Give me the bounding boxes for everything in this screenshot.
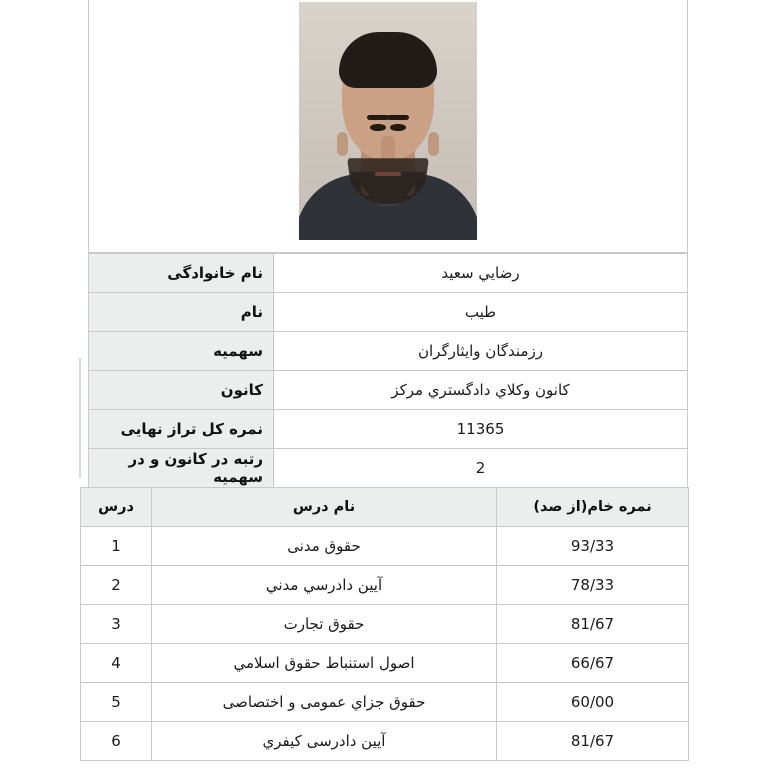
info-value-total-score: 11365 bbox=[274, 410, 688, 449]
table-row bbox=[89, 254, 688, 293]
scores-header-name: نام درس bbox=[152, 488, 497, 527]
table-row bbox=[89, 293, 688, 332]
table-row bbox=[81, 605, 689, 644]
table-row bbox=[89, 371, 688, 410]
info-value-first-name: طیب bbox=[274, 293, 688, 332]
scores-header-score: نمره خام(از صد) bbox=[497, 488, 689, 527]
info-value-family-name: رضايي سعيد bbox=[274, 254, 688, 293]
photo-frame bbox=[299, 2, 477, 240]
portrait-ear-left bbox=[337, 132, 348, 156]
table-row bbox=[89, 449, 688, 488]
info-label-first-name: نام bbox=[89, 293, 274, 332]
info-label-family-name: نام خانوادگی bbox=[89, 254, 274, 293]
portrait-ear-right bbox=[428, 132, 439, 156]
table-row bbox=[81, 683, 689, 722]
info-label-quota: سهمیه bbox=[89, 332, 274, 371]
portrait-mouth bbox=[375, 172, 401, 176]
row-number: 2 bbox=[81, 566, 152, 605]
table-row bbox=[89, 410, 688, 449]
portrait-eye-right bbox=[390, 124, 406, 131]
course-name: آیین دادرسي مدني bbox=[152, 566, 497, 605]
scores-header-row-number: درس bbox=[81, 488, 152, 527]
scores-header-row bbox=[81, 488, 689, 527]
table-row bbox=[89, 332, 688, 371]
row-number: 3 bbox=[81, 605, 152, 644]
info-label-total-score: نمره کل تراز نهایی bbox=[89, 410, 274, 449]
row-number: 4 bbox=[81, 644, 152, 683]
personal-info-table bbox=[88, 253, 688, 488]
portrait-nose bbox=[381, 136, 395, 162]
photo-row bbox=[88, 0, 688, 253]
table-row bbox=[81, 644, 689, 683]
portrait-brow-left bbox=[367, 115, 389, 120]
info-label-bar-association: کانون bbox=[89, 371, 274, 410]
row-number: 6 bbox=[81, 722, 152, 761]
row-number: 5 bbox=[81, 683, 152, 722]
course-name: آیین دادرسی کیفري bbox=[152, 722, 497, 761]
score-value: 81/67 bbox=[497, 722, 689, 761]
score-value: 81/67 bbox=[497, 605, 689, 644]
portrait-eye-left bbox=[370, 124, 386, 131]
portrait-image bbox=[299, 2, 477, 240]
course-name: حقوق جزاي عمومی و اختصاصی bbox=[152, 683, 497, 722]
info-value-quota: رزمندگان وایثارگران bbox=[274, 332, 688, 371]
row-number: 1 bbox=[81, 527, 152, 566]
scores-table bbox=[80, 487, 689, 761]
course-name: اصول استنباط حقوق اسلامي bbox=[152, 644, 497, 683]
score-value: 60/00 bbox=[497, 683, 689, 722]
score-value: 78/33 bbox=[497, 566, 689, 605]
info-value-bar-association: کانون وکلاي دادگستري مرکز bbox=[274, 371, 688, 410]
portrait-hair bbox=[339, 32, 437, 88]
info-value-rank: 2 bbox=[274, 449, 688, 488]
score-value: 66/67 bbox=[497, 644, 689, 683]
portrait-brow-right bbox=[387, 115, 409, 120]
table-row bbox=[81, 527, 689, 566]
course-name: حقوق تجارت bbox=[152, 605, 497, 644]
score-value: 93/33 bbox=[497, 527, 689, 566]
result-sheet bbox=[80, 0, 688, 771]
table-row bbox=[81, 566, 689, 605]
course-name: حقوق مدنی bbox=[152, 527, 497, 566]
table-row bbox=[81, 722, 689, 761]
info-label-rank: رتبه در کانون و در سهمیه bbox=[89, 449, 274, 488]
